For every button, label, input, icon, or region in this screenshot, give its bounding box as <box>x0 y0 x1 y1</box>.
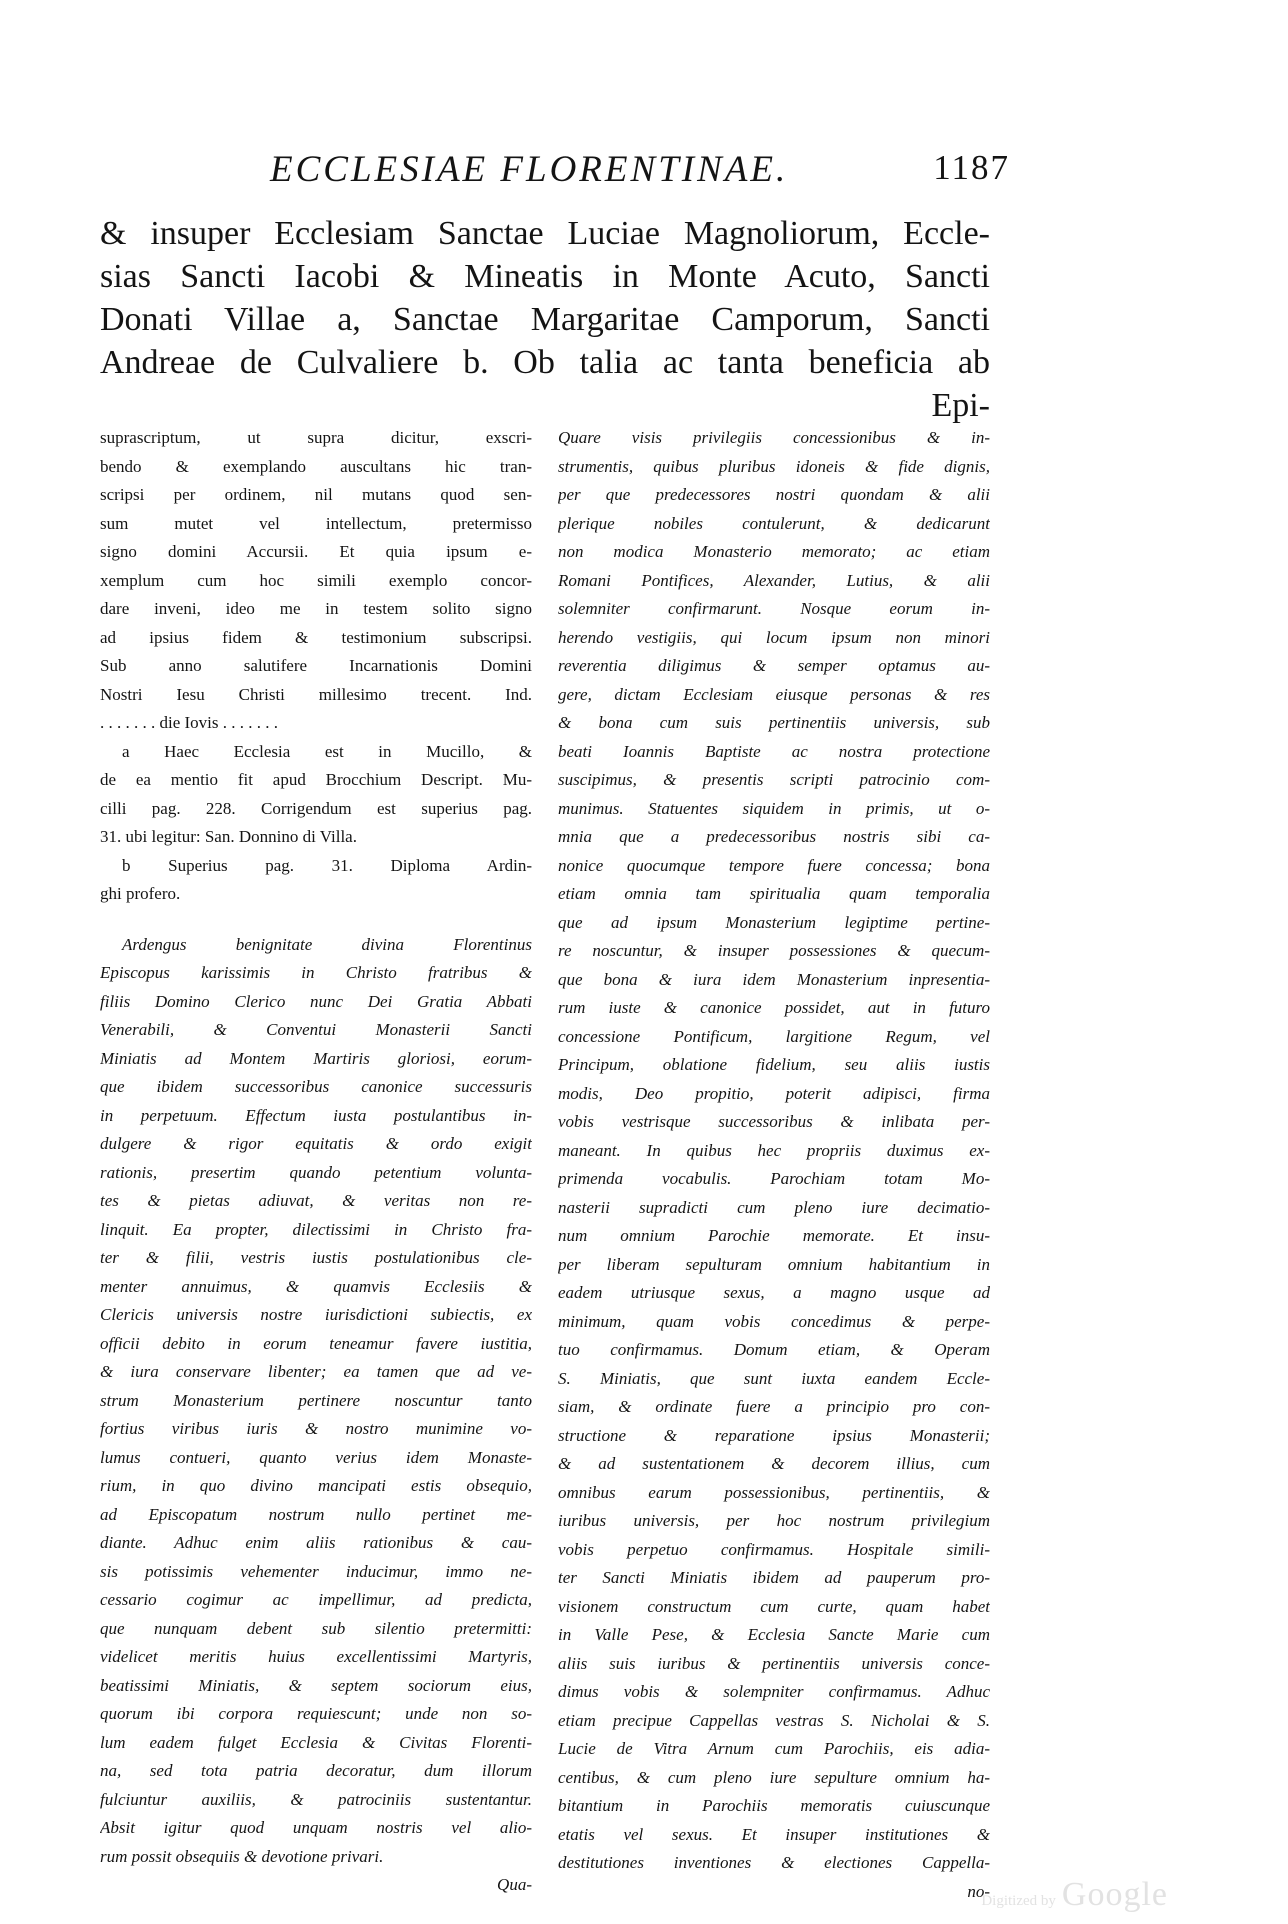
charter-line: eadem utriusque sexus, a magno usque ad <box>558 1283 990 1302</box>
charter-line: rum iuste & canonice possidet, aut in futuro <box>558 998 990 1017</box>
charter-line: Miniatis ad Montem Martiris gloriosi, eorum- <box>100 1048 532 1068</box>
main-line: Donati Villae a, Sanctae Margaritae Camporum, Sancti <box>100 301 990 338</box>
digitization-watermark <box>981 1876 1168 1914</box>
charter-line: que ibidem successoribus canonice successuris <box>100 1077 532 1096</box>
charter-line: Absit igitur quod unquam nostris vel alio- <box>100 1818 532 1837</box>
charter-line: primenda vocabulis. Parochiam totam Mo- <box>558 1169 990 1188</box>
page-number: 1187 <box>933 148 1010 187</box>
charter-line: strumentis, quibus pluribus idoneis & fide dignis, <box>558 456 990 476</box>
charter-line: menter annuimus, & quamvis Ecclesiis & <box>100 1276 532 1296</box>
charter-line: num omnium Parochie memorate. Et insu- <box>558 1226 990 1245</box>
charter-line: dulgere & rigor equitatis & ordo exigit <box>100 1134 532 1153</box>
footnote-line: de ea mentio fit apud Brocchium Descript. Mu- <box>100 770 532 789</box>
charter-line: & bona cum suis pertinentiis universis, sub <box>558 713 990 732</box>
charter-line: ter & filii, vestris iustis postulationibus cle- <box>100 1248 532 1267</box>
section-gap <box>100 909 532 931</box>
charter-line: nonice quocumque tempore fuere concessa; bona <box>558 855 990 875</box>
charter-line: filiis Domino Clerico nunc Dei Gratia Abbati <box>100 991 532 1011</box>
footnote-line: sum mutet vel intellectum, pretermisso <box>100 513 532 533</box>
footnote-line: cilli pag. 228. Corrigendum est superius pag. <box>100 798 532 818</box>
charter-line: rum possit obsequiis & devotione privari. <box>100 1846 384 1866</box>
charter-line: bitantium in Parochiis memoratis cuiuscunque <box>558 1796 990 1815</box>
charter-line: gere, dictam Ecclesiam eiusque personas & res <box>558 684 990 704</box>
charter-line: lum eadem fulget Ecclesia & Civitas Florenti- <box>100 1732 532 1752</box>
charter-line: reverentia diligimus & semper optamus au- <box>558 656 990 675</box>
charter-line: que nunquam debent sub silentio pretermitti: <box>100 1618 532 1638</box>
charter-line: munimus. Statuentes siquidem in primis, ut o- <box>558 798 990 818</box>
charter-line: Ardengus benignitate divina Florentinus <box>122 934 532 954</box>
charter-text-block <box>100 931 532 1872</box>
charter-line: etiam precipue Cappellas vestras S. Nicholai & S. <box>558 1710 990 1730</box>
charter-line: mnia que a predecessoribus nostris sibi ca- <box>558 827 990 846</box>
charter-line: in perpetuum. Effectum iusta postulantibus in- <box>100 1105 532 1125</box>
main-line: & insuper Ecclesiam Sanctae Luciae Magnoliorum, Eccle- <box>100 215 990 252</box>
charter-line: Lucie de Vitra Arnum cum Parochiis, eis adia- <box>558 1739 990 1758</box>
footnote-line: signo domini Accursii. Et quia ipsum e- <box>100 542 532 561</box>
charter-line: Episcopus karissimis in Christo fratribus & <box>100 963 532 982</box>
charter-line: plerique nobiles contulerunt, & dedicarunt <box>558 513 990 533</box>
main-line: sias Sancti Iacobi & Mineatis in Monte Acuto, Sancti <box>100 258 990 295</box>
charter-line: destitutiones inventiones & electiones Cappella- <box>558 1853 990 1872</box>
footnote-line: b Superius pag. 31. Diploma Ardin- <box>122 855 532 875</box>
charter-line: visionem constructum cum curte, quam habet <box>558 1596 990 1616</box>
footnote-line: Sub anno salutifere Incarnationis Domini <box>100 656 532 675</box>
charter-line: Venerabili, & Conventui Monasterii Sancti <box>100 1020 532 1039</box>
charter-line: per que predecessores nostri quondam & alii <box>558 485 990 504</box>
footnote-line: Nostri Iesu Christi millesimo trecent. Ind. <box>100 684 532 704</box>
charter-line: siam, & ordinate fuere a principio pro con- <box>558 1397 990 1416</box>
watermark-mark: Google <box>1061 1876 1168 1913</box>
charter-line: etatis vel sexus. Et insuper institutiones & <box>558 1824 990 1844</box>
charter-line: strum Monasterium pertinere noscuntur tanto <box>100 1390 532 1410</box>
charter-line: aliis suis iuribus & pertinentiis universis conce- <box>558 1653 990 1673</box>
footnotes-block <box>100 424 532 909</box>
charter-line: beatissimi Miniatis, & septem sociorum eius, <box>100 1675 532 1695</box>
charter-line: non modica Monasterio memorato; ac etiam <box>558 542 990 561</box>
charter-line: videlicet meritis huius excellentissimi Martyris, <box>100 1647 532 1666</box>
charter-line: fortius viribus iuris & nostro munimine vo- <box>100 1419 532 1438</box>
watermark-prefix: Digitized by <box>981 1893 1056 1909</box>
right-column <box>558 424 990 1906</box>
charter-line: sis potissimis vehementer inducimur, immo ne- <box>100 1561 532 1581</box>
charter-line: Quare visis privilegiis concessionibus & in- <box>558 428 990 447</box>
charter-line: quorum ibi corpora requiescunt; unde non so- <box>100 1704 532 1723</box>
footnote-line: . . . . . . . die Iovis . . . . . . . <box>100 713 279 732</box>
charter-line: minimum, quam vobis concedimus & perpe- <box>558 1311 990 1331</box>
footnote-line: bendo & exemplando auscultans hic tran- <box>100 456 532 476</box>
charter-line: que ad ipsum Monasterium legiptime pertine- <box>558 912 990 932</box>
charter-continuation-block <box>558 424 990 1878</box>
left-column <box>100 424 532 1900</box>
charter-line: concessione Pontificum, largitione Regum, vel <box>558 1026 990 1046</box>
footnote-line: a Haec Ecclesia est in Mucillo, & <box>122 741 532 761</box>
charter-line: fulciuntur auxiliis, & patrociniis sustentantur. <box>100 1789 532 1809</box>
charter-line: officii debito in eorum teneamur favere iustitia, <box>100 1333 532 1353</box>
charter-line: tuo confirmamus. Domum etiam, & Operam <box>558 1340 990 1359</box>
charter-line: rationis, presertim quando petentium volunta- <box>100 1162 532 1182</box>
charter-line: maneant. In quibus hec propriis duximus ex- <box>558 1140 990 1160</box>
main-text <box>100 212 990 427</box>
footnote-line: 31. ubi legitur: San. Donnino di Villa. <box>100 827 357 846</box>
charter-line: structione & reparatione ipsius Monasterii; <box>558 1425 990 1445</box>
charter-line: ad Episcopatum nostrum nullo pertinet me- <box>100 1504 532 1524</box>
charter-line: na, sed tota patria decoratur, dum illorum <box>100 1761 532 1780</box>
charter-line: & iura conservare libenter; ea tamen que ad ve- <box>100 1362 532 1381</box>
charter-line: suscipimus, & presentis scripti patrocinio com- <box>558 770 990 789</box>
charter-line: nasterii supradicti cum pleno iure decimatio- <box>558 1197 990 1217</box>
charter-line: Romani Pontifices, Alexander, Lutius, & alii <box>558 570 990 590</box>
charter-line: solemniter confirmarunt. Nosque eorum in- <box>558 599 990 618</box>
charter-line: linquit. Ea propter, dilectissimi in Christo fra- <box>100 1219 532 1239</box>
charter-line: dimus vobis & solempniter confirmamus. Adhuc <box>558 1682 990 1701</box>
charter-line: iuribus universis, per hoc nostrum privilegium <box>558 1511 990 1530</box>
charter-line: cessario cogimur ac impellimur, ad predicta, <box>100 1590 532 1609</box>
charter-line: rium, in quo divino mancipati estis obsequio, <box>100 1476 532 1495</box>
charter-line: per liberam sepulturam omnium habitantium in <box>558 1254 990 1274</box>
charter-line: modis, Deo propitio, poterit adipisci, firma <box>558 1083 990 1103</box>
right-catchword: no- <box>967 1881 990 1901</box>
charter-line: lumus contueri, quanto verius idem Monaste- <box>100 1447 532 1467</box>
charter-line: diante. Adhuc enim aliis rationibus & cau- <box>100 1533 532 1552</box>
charter-line: tes & pietas adiuvat, & veritas non re- <box>100 1191 532 1210</box>
page-header <box>270 148 1010 198</box>
charter-line: que bona & iura idem Monasterium inpresentia- <box>558 969 990 989</box>
footnote-line: scripsi per ordinem, nil mutans quod sen- <box>100 485 532 504</box>
charter-line: etiam omnia tam spiritualia quam temporalia <box>558 884 990 903</box>
footnote-line: suprascriptum, ut supra dicitur, exscri- <box>100 428 532 447</box>
footnote-line: xemplum cum hoc simili exemplo concor- <box>100 570 532 590</box>
charter-line: vobis perpetuo confirmamus. Hospitale simili- <box>558 1539 990 1559</box>
charter-line: beati Ioannis Baptiste ac nostra protectione <box>558 741 990 761</box>
charter-line: & ad sustentationem & decorem illius, cum <box>558 1454 990 1473</box>
charter-line: ter Sancti Miniatis ibidem ad pauperum pro- <box>558 1568 990 1587</box>
charter-line: in Valle Pese, & Ecclesia Sancte Marie cum <box>558 1625 990 1644</box>
charter-line: re noscuntur, & insuper possessiones & quecum- <box>558 941 990 960</box>
charter-line: herendo vestigiis, qui locum ipsum non minori <box>558 627 990 647</box>
left-catchword: Qua- <box>497 1875 532 1894</box>
footnote-line: ghi profero. <box>100 884 181 903</box>
main-line: Andreae de Culvaliere b. Ob talia ac tanta beneficia ab <box>100 344 990 381</box>
charter-line: omnibus earum possessionibus, pertinentiis, & <box>558 1482 990 1502</box>
charter-line: Clericis universis nostre iurisdictioni subiectis, ex <box>100 1305 532 1324</box>
charter-line: S. Miniatis, que sunt iuxta eandem Eccle- <box>558 1368 990 1388</box>
footnote-line: dare inveni, ideo me in testem solito signo <box>100 599 532 618</box>
footnote-line: ad ipsius fidem & testimonium subscripsi. <box>100 627 532 647</box>
charter-line: Principum, oblatione fidelium, seu aliis iustis <box>558 1055 990 1074</box>
charter-line: centibus, & cum pleno iure sepulture omnium ha- <box>558 1767 990 1787</box>
main-catchword: Epi- <box>931 387 990 424</box>
charter-line: vobis vestrisque successoribus & inlibata per- <box>558 1112 990 1131</box>
running-title: ECCLESIAE FLORENTINAE. <box>270 149 789 190</box>
